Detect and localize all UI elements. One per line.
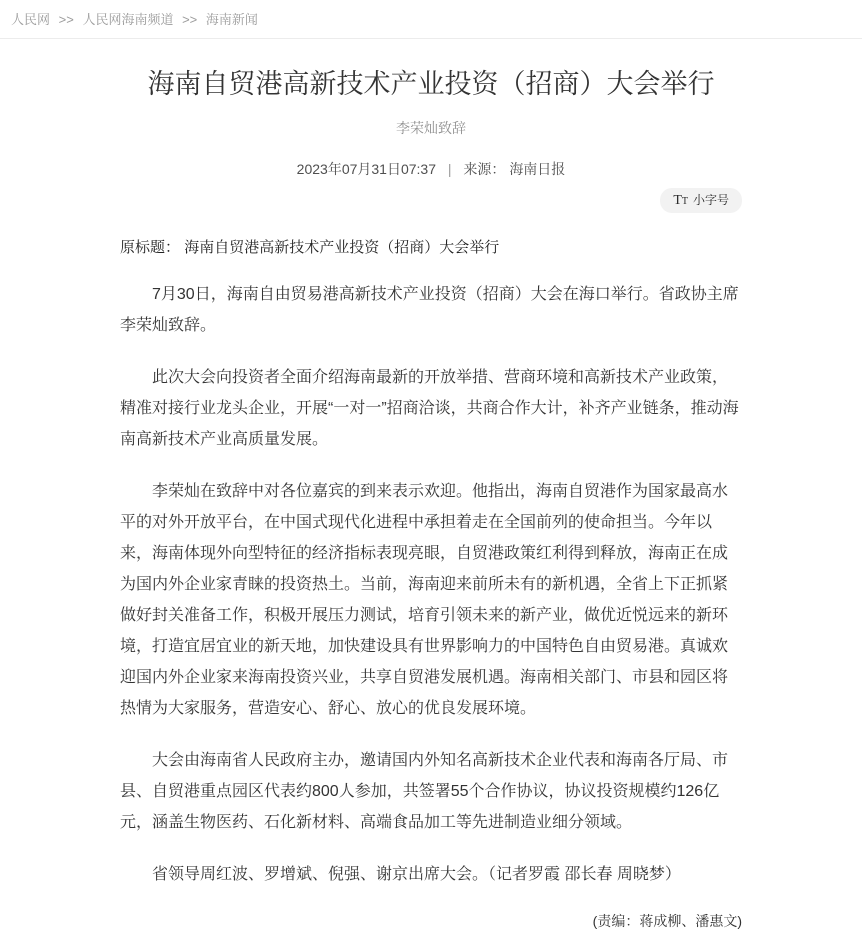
- font-size-button[interactable]: [660, 188, 742, 213]
- editors-credit: (责编：蒋成柳、潘惠文): [592, 912, 742, 929]
- original-title-text: 海南自贸港高新技术产业投资（招商）大会举行: [184, 238, 500, 256]
- publish-datetime: 2023年07月31日07:37: [296, 160, 436, 177]
- article-container: [120, 68, 742, 931]
- article-paragraph: 此次大会向投资者全面介绍海南最新的开放举措、营商环境和高新技术产业政策，精准对接行业龙头企业，开展“一对一”招商洽谈，共商合作大计，补齐产业链条，推动海南高新技术产业高质量发展。: [120, 368, 739, 448]
- breadcrumb-link-hainan-news[interactable]: 海南新闻: [205, 12, 258, 27]
- breadcrumb-link-hainan-channel[interactable]: 人民网海南频道: [82, 12, 174, 27]
- source-prefix: 来源：: [463, 160, 506, 177]
- font-size-icon-small: T: [681, 195, 688, 207]
- breadcrumb-separator: >>: [182, 12, 198, 27]
- article-paragraph: 李荣灿在致辞中对各位嘉宾的到来表示欢迎。他指出，海南自贸港作为国家最高水平的对外开放平台，在中国式现代化进程中承担着走在全国前列的使命担当。今年以来，海南体现外向型特征的经济指标表现亮眼，自贸港政策红利得到释放，海南正在成为国内外企业家青睐的投资热土。当前，海南迎来前所未有的新机遇，全省上下正抓紧做好封关准备工作，积极开展压力测试，培育引领未来的新产业，做优近悦远来的新环境，打造宜居宜业的新天地，加快建设具有世界影响力的中国特色自由贸易港。真诚欢迎国内外企业家来海南投资兴业，共享自贸港发展机遇。海南相关部门、市县和园区将热情为大家服务，营造安心、舒心、放心的优良发展环境。: [120, 482, 729, 717]
- original-title-prefix: 原标题：: [120, 238, 181, 256]
- article-subtitle: 李荣灿致辞: [396, 119, 466, 136]
- article-toolbar: [120, 188, 742, 213]
- article-meta: [120, 159, 742, 179]
- breadcrumb-link-peoples-net[interactable]: 人民网: [11, 12, 51, 27]
- meta-divider: |: [447, 160, 452, 177]
- article-paragraph: 省领导周红波、罗增斌、倪强、谢京出席大会。（记者罗霞 邵长春 周晓梦）: [152, 865, 681, 883]
- font-size-label: 小字号: [692, 192, 729, 207]
- article-paragraph: 7月30日，海南自由贸易港高新技术产业投资（招商）大会在海口举行。省政协主席李荣灿致辞。: [120, 285, 739, 334]
- source-link[interactable]: 海南日报: [509, 160, 566, 177]
- original-title-line: [120, 237, 742, 258]
- breadcrumb: [0, 0, 862, 39]
- article-paragraph: 大会由海南省人民政府主办，邀请国内外知名高新技术企业代表和海南各厅局、市县、自贸港重点园区代表约800人参加，共签署55个合作协议，协议投资规模约126亿元，涵盖生物医药、石化新材料、高端食品加工等先进制造业细分领域。: [120, 751, 729, 831]
- font-size-icon: T: [673, 192, 682, 208]
- article-body: [120, 279, 742, 890]
- page-title: 海南自贸港高新技术产业投资（招商）大会举行: [147, 69, 715, 99]
- breadcrumb-separator: >>: [58, 12, 74, 27]
